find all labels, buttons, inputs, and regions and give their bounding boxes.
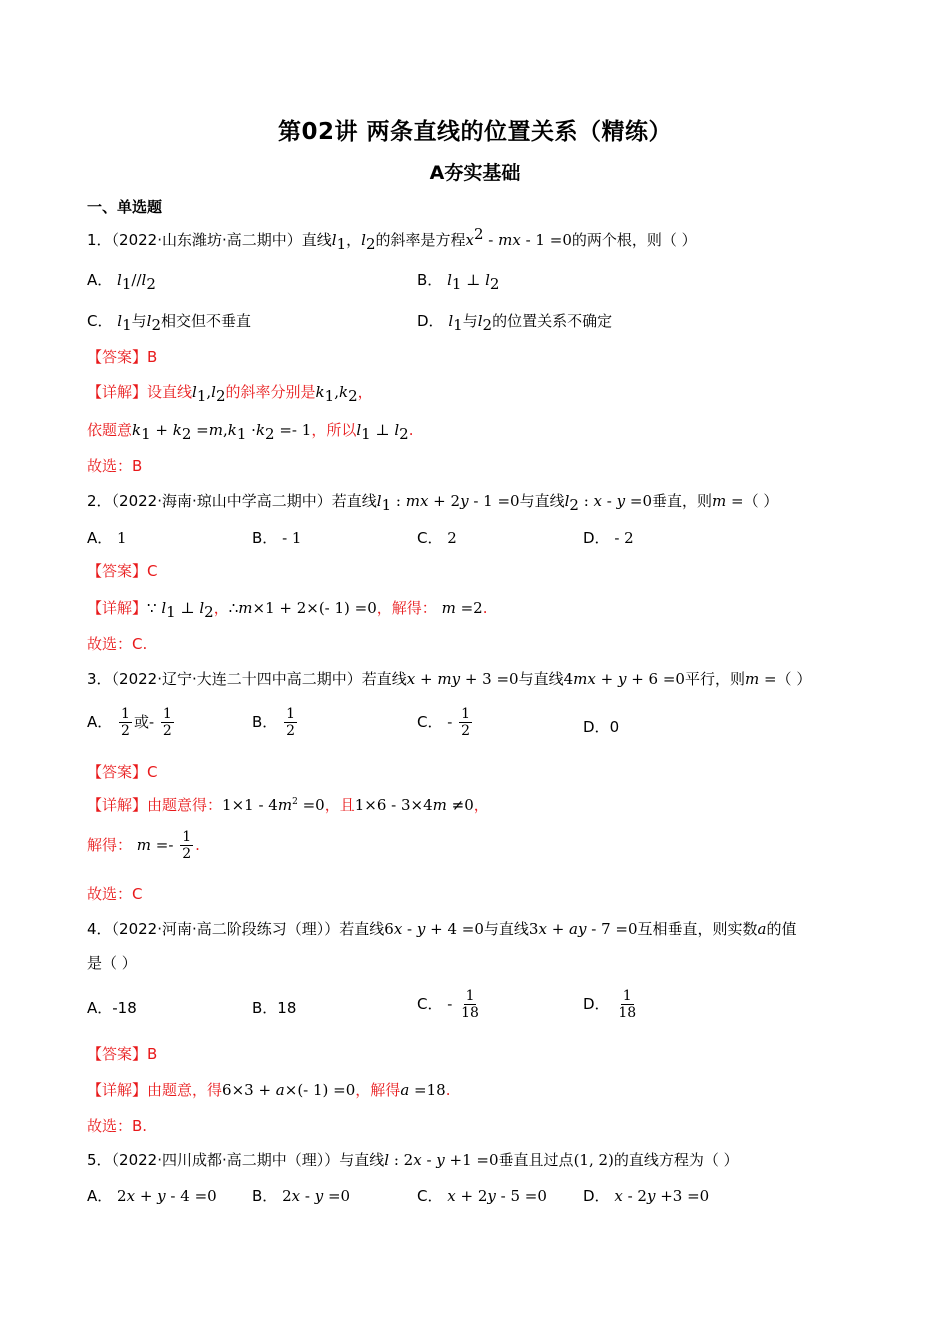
- q1-answer: 【答案】B: [87, 348, 158, 366]
- question-4: 4．（2022·河南·高二阶段练习（理））若直线6x - y + 4 =0与直线3x + ay - 7 =0互相垂直，则实数a的值: [87, 920, 797, 938]
- q3-detail-2: 解得： m =- $\frac{1}{2}$ .: [87, 829, 200, 862]
- q4-detail: 【详解】由题意，得6×3 + a×(- 1) =0，解得a =18.: [87, 1081, 451, 1099]
- question-3: 3．（2022·辽宁·大连二十四中高二期中）若直线x + my + 3 =0与直线4mx + y + 6 =0平行，则m =（ ）: [87, 670, 812, 688]
- q5-option-b: B． 2x - y =0: [252, 1187, 351, 1205]
- q3-detail-1: 【详解】由题意得：$1\times 1 - 4m^2 =0$，且1×6 - 3×4m ≠0，: [87, 796, 489, 814]
- q4-option-a: A．-18: [87, 999, 137, 1017]
- page-subtitle: A夯实基础: [429, 162, 521, 184]
- q2-detail: 【详解】∵ $l_1$ ⊥ $l_2$，∴m×1 + 2×(- 1) =0，解得： m =2.: [87, 599, 488, 621]
- q3-chose: 故选：C: [87, 885, 143, 903]
- question-1: 1．（2022·山东潍坊·高二期中）直线$l_1$，$l_2$的斜率是方程$x^2$ - mx - 1 =0的两个根，则（ ）: [87, 225, 697, 253]
- q4-option-c: C． - $\frac{1}{18}$: [417, 988, 479, 1021]
- q2-option-d: D． - 2: [583, 529, 634, 547]
- q4-chose: 故选：B.: [87, 1117, 148, 1135]
- q4-answer: 【答案】B: [87, 1045, 158, 1063]
- q2-option-a: A． 1: [87, 529, 127, 547]
- q5-option-c: C． x + 2y - 5 =0: [417, 1187, 547, 1205]
- q4-option-b: B．18: [252, 999, 297, 1017]
- q3-answer: 【答案】C: [87, 763, 158, 781]
- q1-option-a: A． $l_1//l_2$: [87, 271, 156, 293]
- page-title: 第02讲 两条直线的位置关系（精练）: [277, 119, 672, 145]
- q1-detail-1: 【详解】设直线$l_1,l_2$的斜率分别是$k_1,k_2$，: [87, 383, 373, 405]
- q3-option-d: D．0: [583, 718, 620, 736]
- q1-option-c: C． $l_1$与$l_2$相交但不垂直: [87, 312, 252, 334]
- section-heading: 一、单选题: [87, 198, 163, 216]
- q1-detail-2: 依题意$k_1 + k_2 =m,k_1 \cdot k_2 =- 1$，所以$l_1$ ⊥ $l_2$.: [87, 421, 414, 443]
- q2-option-c: C． 2: [417, 529, 457, 547]
- q5-option-d: D． x - 2y +3 =0: [583, 1187, 710, 1205]
- q3-option-c: C． - $\frac{1}{2}$: [417, 706, 471, 739]
- q4-option-d: D． $\frac{1}{18}$: [583, 988, 637, 1021]
- question-5: 5．（2022·四川成都·高二期中（理））与直线l : 2x - y +1 =0垂直且过点(1, 2)的直线方程为（ ）: [87, 1151, 739, 1169]
- question-4-cont: 是（ ）: [87, 954, 137, 972]
- question-2: 2．（2022·海南·琼山中学高二期中）若直线$l_1$ : mx + 2y - 1 =0与直线$l_2$ : x - y =0垂直，则m =（ ）: [87, 492, 779, 514]
- q2-option-b: B． - 1: [252, 529, 302, 547]
- q3-option-a: A． $\frac{1}{2}$ 或- $\frac{1}{2}$: [87, 706, 172, 739]
- q2-answer: 【答案】C: [87, 562, 158, 580]
- q1-option-b: B． $l_1$ ⊥ $l_2$: [417, 271, 500, 293]
- q2-chose: 故选：C.: [87, 635, 148, 653]
- q5-option-a: A． 2x + y - 4 =0: [87, 1187, 217, 1205]
- q3-option-b: B． $\frac{1}{2}$: [252, 706, 295, 739]
- q1-chose: 故选：B: [87, 457, 143, 475]
- q1-option-d: D． $l_1$与$l_2$的位置关系不确定: [417, 312, 613, 334]
